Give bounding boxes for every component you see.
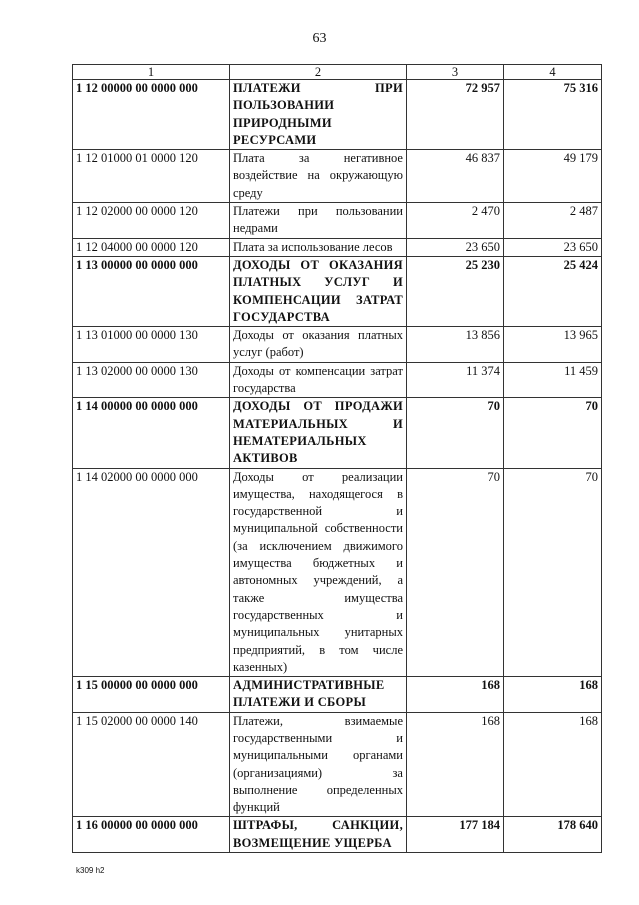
- item-name-cell: ДОХОДЫ ОТ ОКАЗАНИЯ ПЛАТНЫХ УСЛУГ И КОМПЕНСАЦИИ ЗАТРАТ ГОСУДАРСТВА: [230, 256, 407, 326]
- value-col3-cell: 13 856: [407, 327, 504, 363]
- value-col4-cell: 13 965: [504, 327, 602, 363]
- table-row: [73, 80, 602, 150]
- item-name-cell: Доходы от компенсации затрат государства: [230, 362, 407, 398]
- item-name-cell: ШТРАФЫ, САНКЦИИ, ВОЗМЕЩЕНИЕ УЩЕРБА: [230, 817, 407, 853]
- budget-code-cell: 1 15 00000 00 0000 000: [73, 677, 230, 713]
- table-row: [73, 712, 602, 817]
- table-row: [73, 256, 602, 326]
- item-name-cell: ДОХОДЫ ОТ ПРОДАЖИ МАТЕРИАЛЬНЫХ И НЕМАТЕРИАЛЬНЫХ АКТИВОВ: [230, 398, 407, 468]
- column-header: 3: [407, 65, 504, 80]
- value-col3-cell: 177 184: [407, 817, 504, 853]
- item-name-cell: Плата за использование лесов: [230, 238, 407, 256]
- table-row: [73, 150, 602, 203]
- item-name-cell: ПЛАТЕЖИ ПРИ ПОЛЬЗОВАНИИ ПРИРОДНЫМИ РЕСУРСАМИ: [230, 80, 407, 150]
- table-header-row: [73, 65, 602, 80]
- value-col3-cell: 168: [407, 712, 504, 817]
- item-name-cell: Платежи при пользовании недрами: [230, 203, 407, 239]
- value-col3-cell: 23 650: [407, 238, 504, 256]
- budget-code-cell: 1 13 00000 00 0000 000: [73, 256, 230, 326]
- budget-code-cell: 1 13 01000 00 0000 130: [73, 327, 230, 363]
- value-col4-cell: 25 424: [504, 256, 602, 326]
- value-col3-cell: 70: [407, 398, 504, 468]
- item-name-cell: Платежи, взимаемые государственными и муниципальными органами (организациями) за выполнение определенных функций: [230, 712, 407, 817]
- budget-code-cell: 1 12 02000 00 0000 120: [73, 203, 230, 239]
- revenue-table: [72, 64, 602, 853]
- value-col4-cell: 49 179: [504, 150, 602, 203]
- budget-code-cell: 1 14 02000 00 0000 000: [73, 468, 230, 677]
- table-row: [73, 238, 602, 256]
- item-name-cell: Доходы от реализации имущества, находящегося в государственной и муниципальной собственности (за исключением движимого имущества бюджетных и автономных учреждений, а также имущества государственных и муниципальных унитарных предприятий, в том числе казенных): [230, 468, 407, 677]
- column-header: 1: [73, 65, 230, 80]
- value-col3-cell: 11 374: [407, 362, 504, 398]
- item-name-cell: АДМИНИСТРАТИВНЫЕ ПЛАТЕЖИ И СБОРЫ: [230, 677, 407, 713]
- budget-code-cell: 1 13 02000 00 0000 130: [73, 362, 230, 398]
- value-col4-cell: 11 459: [504, 362, 602, 398]
- table-row: [73, 327, 602, 363]
- page-number: 63: [312, 31, 327, 46]
- budget-code-cell: 1 15 02000 00 0000 140: [73, 712, 230, 817]
- table-row: [73, 362, 602, 398]
- table-row: [73, 817, 602, 853]
- table-row: [73, 398, 602, 468]
- value-col4-cell: 178 640: [504, 817, 602, 853]
- budget-code-cell: 1 12 00000 00 0000 000: [73, 80, 230, 150]
- budget-code-cell: 1 12 04000 00 0000 120: [73, 238, 230, 256]
- budget-code-cell: 1 14 00000 00 0000 000: [73, 398, 230, 468]
- value-col3-cell: 72 957: [407, 80, 504, 150]
- document-footer-code: k309 h2: [76, 866, 105, 875]
- item-name-cell: Доходы от оказания платных услуг (работ): [230, 327, 407, 363]
- value-col4-cell: 168: [504, 677, 602, 713]
- table-row: [73, 203, 602, 239]
- value-col4-cell: 75 316: [504, 80, 602, 150]
- value-col4-cell: 70: [504, 398, 602, 468]
- value-col4-cell: 23 650: [504, 238, 602, 256]
- column-header: 4: [504, 65, 602, 80]
- value-col4-cell: 168: [504, 712, 602, 817]
- budget-code-cell: 1 16 00000 00 0000 000: [73, 817, 230, 853]
- column-header: 2: [230, 65, 407, 80]
- value-col3-cell: 46 837: [407, 150, 504, 203]
- value-col4-cell: 2 487: [504, 203, 602, 239]
- value-col3-cell: 2 470: [407, 203, 504, 239]
- table-row: [73, 677, 602, 713]
- item-name-cell: Плата за негативное воздействие на окружающую среду: [230, 150, 407, 203]
- value-col3-cell: 168: [407, 677, 504, 713]
- value-col4-cell: 70: [504, 468, 602, 677]
- budget-code-cell: 1 12 01000 01 0000 120: [73, 150, 230, 203]
- table-row: [73, 468, 602, 677]
- value-col3-cell: 25 230: [407, 256, 504, 326]
- value-col3-cell: 70: [407, 468, 504, 677]
